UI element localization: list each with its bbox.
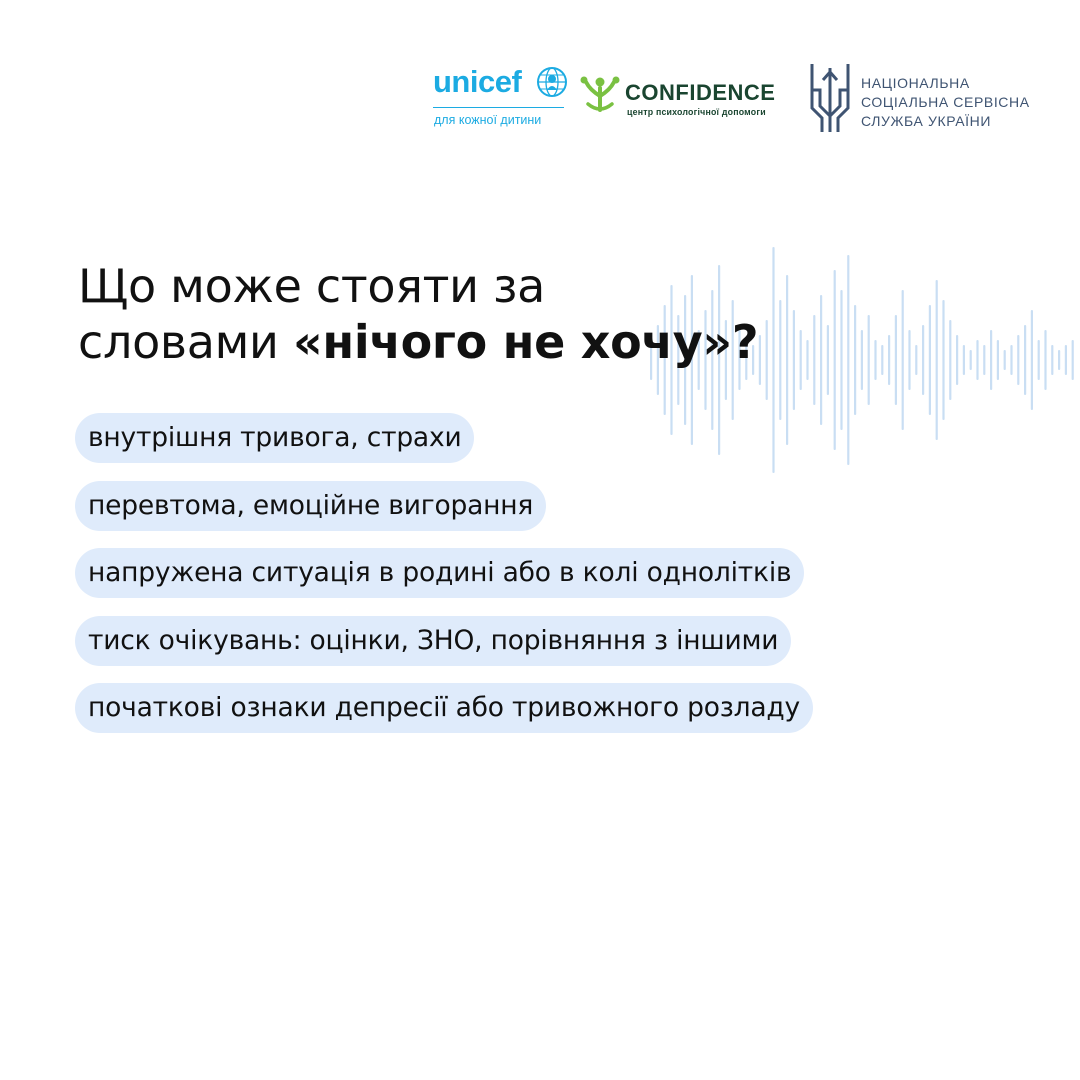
nscs-line: СЛУЖБА УКРАЇНИ — [861, 113, 992, 129]
wave-bar — [800, 330, 802, 390]
nscs-logo — [806, 60, 1046, 140]
title-line-1: Що може стояти за — [78, 259, 546, 313]
wave-bar — [881, 345, 883, 375]
people-mark-icon — [580, 74, 620, 116]
unicef-logo — [433, 64, 568, 134]
wave-bar — [1010, 345, 1012, 375]
wave-bar — [942, 300, 944, 420]
wave-bar — [1038, 340, 1040, 380]
reasons-list — [75, 413, 975, 751]
wave-bar — [806, 340, 808, 380]
wave-bar — [854, 305, 856, 415]
wave-bar — [1051, 345, 1053, 375]
wave-bar — [1024, 325, 1026, 395]
wave-bar — [895, 315, 897, 405]
trident-icon — [806, 60, 854, 136]
nscs-title — [861, 74, 1030, 131]
wave-bar — [868, 315, 870, 405]
confidence-tagline: центр психологічної допомоги — [627, 107, 766, 117]
wave-bar — [1044, 330, 1046, 390]
nscs-line: СОЦІАЛЬНА СЕРВІСНА — [861, 94, 1030, 110]
wave-bar — [976, 340, 978, 380]
page-title — [78, 258, 758, 370]
wave-bar — [874, 340, 876, 380]
reason-pill: напружена ситуація в родині або в колі однолітків — [75, 548, 804, 598]
wave-bar — [902, 290, 904, 430]
reason-pill: перевтома, емоційне вигорання — [75, 481, 546, 531]
wave-bar — [827, 325, 829, 395]
title-emphasis: «нічого не хочу» — [292, 315, 732, 369]
wave-bar — [1031, 310, 1033, 410]
wave-bar — [1017, 335, 1019, 385]
reason-pill: внутрішня тривога, страхи — [75, 413, 474, 463]
wave-bar — [861, 330, 863, 390]
wave-bar — [997, 340, 999, 380]
wave-bar — [922, 325, 924, 395]
unicef-divider — [433, 107, 564, 108]
wave-bar — [956, 335, 958, 385]
reason-pill: тиск очікувань: оцінки, ЗНО, порівняння з іншими — [75, 616, 791, 666]
wave-bar — [759, 335, 761, 385]
wave-bar — [793, 310, 795, 410]
wave-bar — [983, 345, 985, 375]
wave-bar — [970, 350, 972, 370]
confidence-logo — [580, 74, 790, 124]
wave-bar — [929, 305, 931, 415]
wave-bar — [915, 345, 917, 375]
wave-bar — [888, 335, 890, 385]
nscs-line: НАЦІОНАЛЬНА — [861, 75, 970, 91]
wave-bar — [963, 345, 965, 375]
wave-bar — [949, 320, 951, 400]
wave-bar — [813, 315, 815, 405]
partner-logos — [0, 56, 1080, 146]
wave-bar — [1058, 350, 1060, 370]
wave-bar — [1065, 345, 1067, 375]
wave-bar — [840, 290, 842, 430]
wave-bar — [908, 330, 910, 390]
title-line-2 — [78, 314, 758, 370]
globe-icon — [536, 66, 568, 98]
reason-pill: початкові ознаки депресії або тривожного розладу — [75, 683, 813, 733]
title-regular-part: словами — [78, 315, 293, 369]
wave-bar — [990, 330, 992, 390]
wave-bar — [1072, 340, 1074, 380]
wave-bar — [779, 300, 781, 420]
title-question-mark: ? — [731, 315, 759, 369]
wave-bar — [1004, 350, 1006, 370]
wave-bar — [820, 295, 822, 425]
wave-bar — [766, 320, 768, 400]
unicef-wordmark: unicef — [433, 64, 522, 99]
unicef-tagline: для кожної дитини — [434, 113, 542, 127]
confidence-wordmark: CONFIDENCE — [625, 80, 776, 105]
